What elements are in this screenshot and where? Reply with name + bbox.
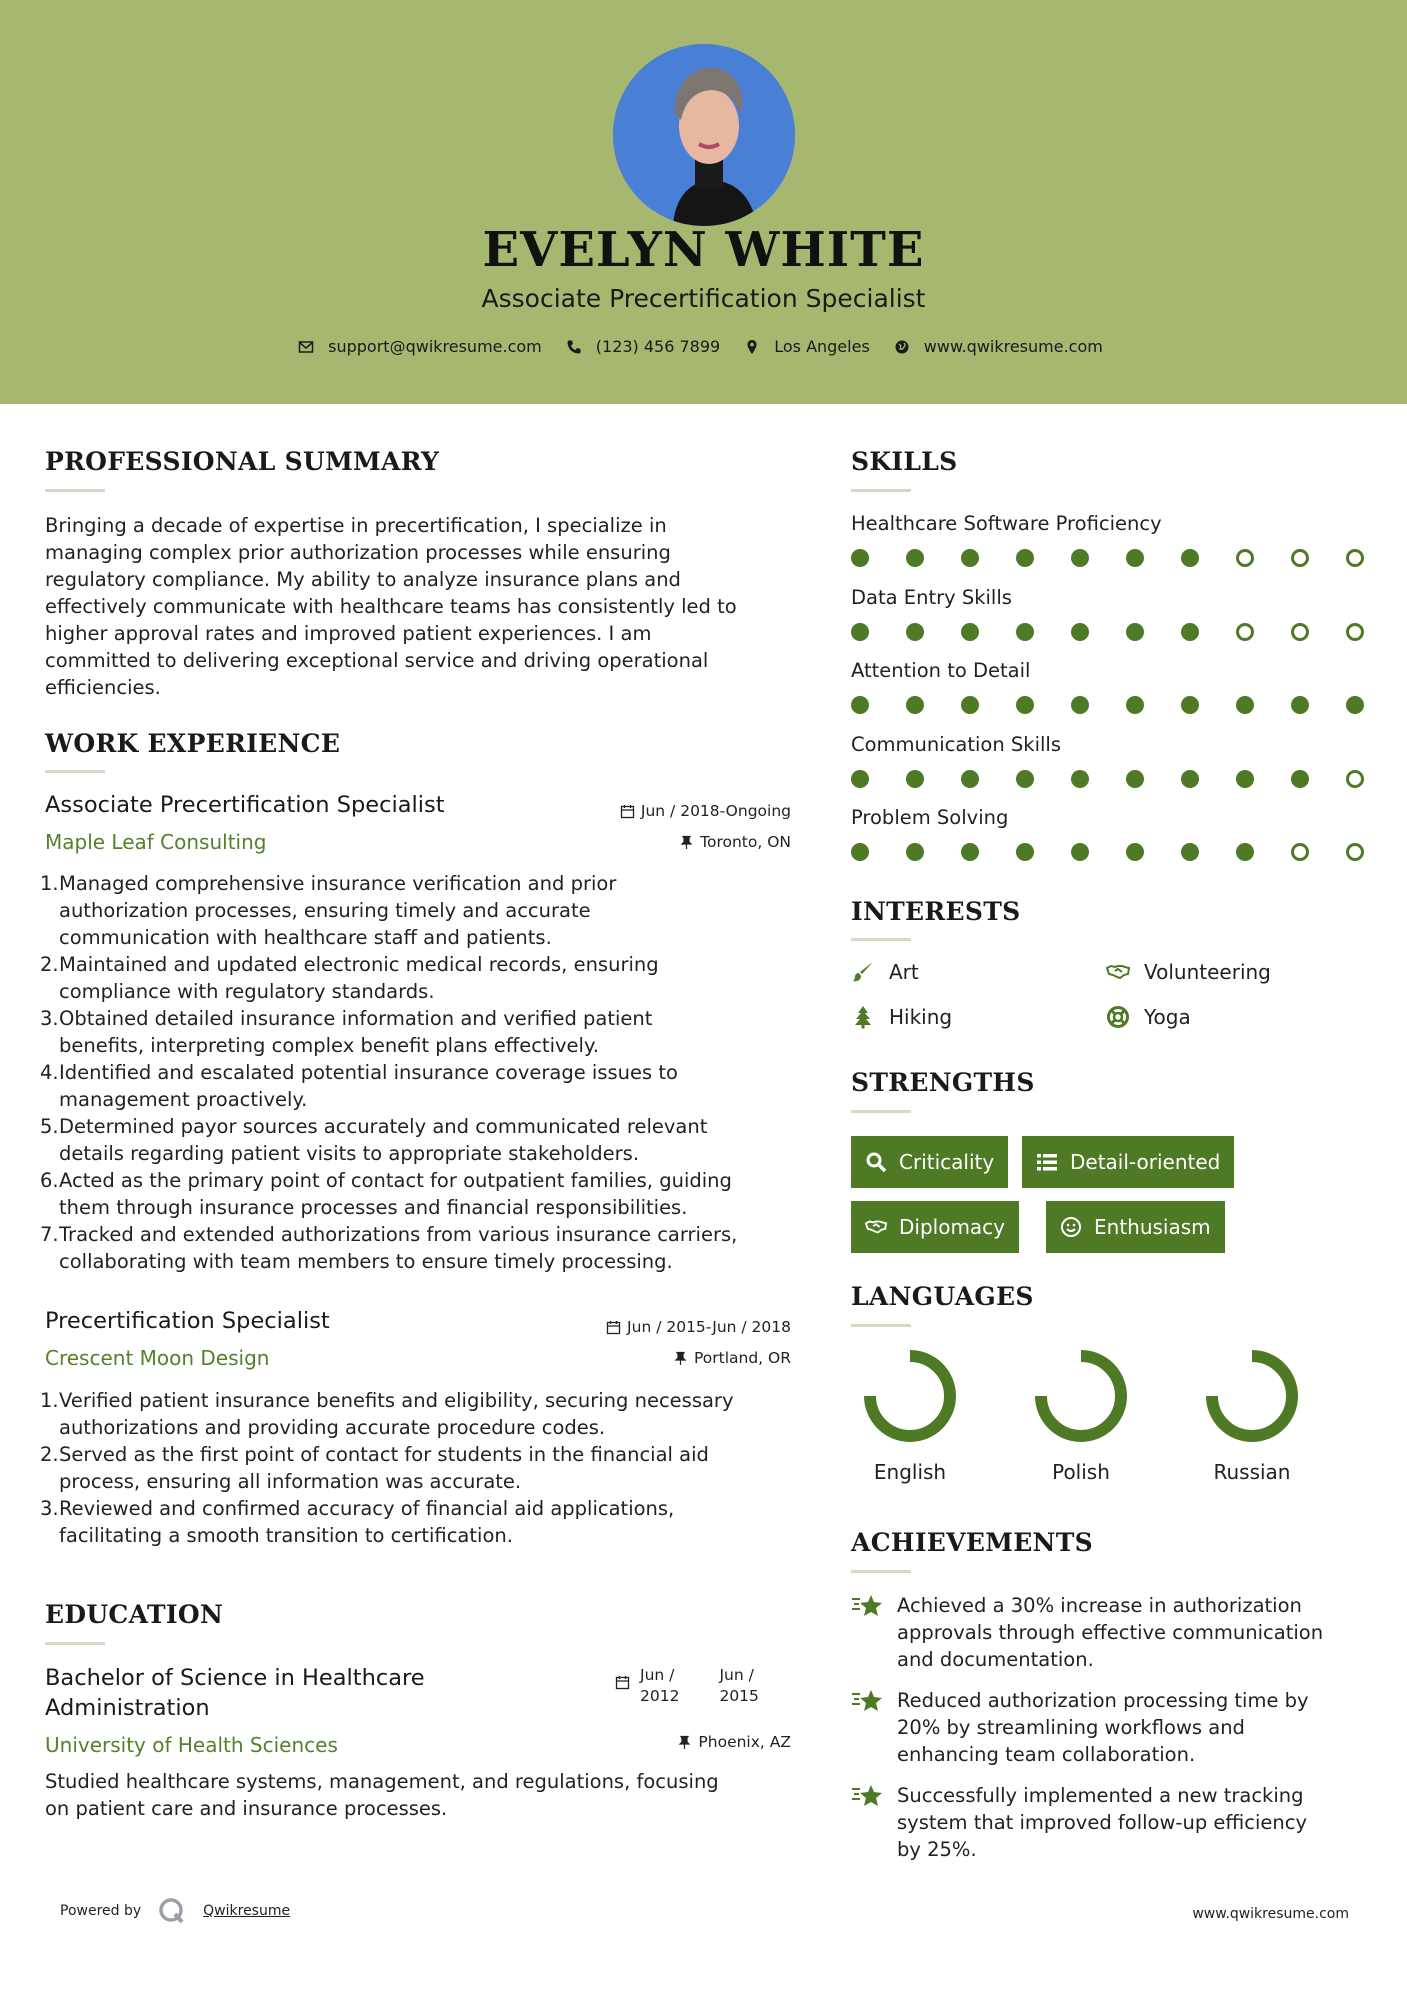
globe-icon <box>894 339 910 355</box>
contact-location <box>744 337 870 356</box>
rating-dot-filled <box>1236 696 1254 714</box>
section-divider <box>45 770 105 773</box>
achievement-line: enhancing team collaboration. <box>897 1743 1196 1766</box>
rating-dot-filled <box>1181 696 1199 714</box>
job-bullet <box>40 1441 810 1495</box>
end-date <box>719 1665 758 1707</box>
job-bullet <box>40 1167 810 1221</box>
pushpin-icon <box>679 835 694 850</box>
bullet-line: facilitating a smooth transition to certification. <box>59 1524 513 1547</box>
achievement-text <box>897 1592 1323 1673</box>
rating-dot-filled <box>1126 623 1144 641</box>
achievement-text <box>897 1782 1307 1863</box>
achievement-line: 20% by streamlining workflows and <box>897 1716 1245 1739</box>
achievement-line: approvals through effective communication <box>897 1621 1324 1644</box>
interest-label: Volunteering <box>1144 960 1271 984</box>
achievement-line: and documentation. <box>897 1648 1094 1671</box>
rating-dot-filled <box>1126 843 1144 861</box>
bullet-line: process, ensuring all information was accurate. <box>59 1470 522 1493</box>
date-part: 2015 <box>719 1687 759 1705</box>
bullet-line: authorizations and providing accurate procedure codes. <box>59 1416 606 1439</box>
paintbrush-icon <box>851 960 875 984</box>
rating-dot-empty <box>1346 770 1364 788</box>
rating-dot-filled <box>906 770 924 788</box>
location-text: Portland, OR <box>693 1349 791 1367</box>
bullet-line: Identified and escalated potential insurance coverage issues to <box>59 1061 678 1084</box>
section-divider <box>45 489 105 492</box>
language-progress-ring <box>864 1350 956 1442</box>
rating-dot-filled <box>906 623 924 641</box>
rating-dot-empty <box>1291 843 1309 861</box>
education-location <box>500 1733 791 1751</box>
bullet-text <box>59 1221 737 1275</box>
bullet-text <box>59 951 659 1005</box>
rating-dot-filled <box>1346 696 1364 714</box>
rating-dot-empty <box>1291 623 1309 641</box>
rating-dot-filled <box>906 843 924 861</box>
rating-dot-filled <box>961 770 979 788</box>
skill-name: Data Entry Skills <box>851 585 1012 609</box>
rating-dot-filled <box>1181 770 1199 788</box>
bullet-text <box>59 1059 678 1113</box>
footer-website[interactable]: www.qwikresume.com <box>1192 1906 1349 1922</box>
phone-icon <box>566 339 582 355</box>
job-title: Associate Precertification Specialist <box>45 792 445 818</box>
skill-rating <box>851 623 1364 641</box>
degree-title <box>45 1663 425 1723</box>
footer-powered-by <box>60 1896 290 1926</box>
language-polish <box>1021 1350 1141 1484</box>
rating-dot-filled <box>1236 770 1254 788</box>
job-location <box>500 1349 791 1367</box>
rating-dot-filled <box>1236 843 1254 861</box>
email-text: support@qwikresume.com <box>328 337 542 356</box>
tree-icon <box>851 1005 875 1029</box>
bullet-number: 4. <box>40 1061 59 1084</box>
bullet-line: Managed comprehensive insurance verification and prior <box>59 872 617 895</box>
interest-hiking <box>851 1005 952 1029</box>
bullet-line: Maintained and updated electronic medical records, ensuring <box>59 953 659 976</box>
strength-label: Enthusiasm <box>1094 1215 1211 1239</box>
rating-dot-filled <box>961 843 979 861</box>
skill-name: Problem Solving <box>851 806 1009 829</box>
strength-detail-oriented <box>1022 1136 1234 1188</box>
contact-phone[interactable] <box>566 337 720 356</box>
summary-line: Bringing a decade of expertise in precertification, I specialize in <box>45 514 667 537</box>
language-label: Polish <box>1052 1460 1110 1484</box>
date-part: Jun / <box>640 1666 675 1684</box>
bullet-line: them through insurance processes and financial responsibilities. <box>59 1196 688 1219</box>
achievement-line: Reduced authorization processing time by <box>897 1689 1309 1712</box>
rating-dot-filled <box>1016 696 1034 714</box>
phone-text: (123) 456 7899 <box>595 337 721 356</box>
achievement-line: Successfully implemented a new tracking <box>897 1784 1304 1807</box>
interest-yoga <box>1106 1005 1191 1029</box>
education-heading: EDUCATION <box>45 1600 224 1629</box>
envelope-icon <box>298 339 314 355</box>
handshake-icon <box>865 1216 887 1238</box>
rating-dot-filled <box>1126 549 1144 567</box>
job-bullet <box>40 1387 810 1441</box>
rating-dot-filled <box>906 549 924 567</box>
star-icon <box>851 1592 885 1620</box>
location-text: Phoenix, AZ <box>698 1733 791 1751</box>
bullet-text <box>59 1113 707 1167</box>
date-part: 2012 <box>640 1687 680 1705</box>
resume-header <box>0 0 1407 404</box>
company-name: Crescent Moon Design <box>45 1346 270 1370</box>
bullet-line: collaborating with team members to ensure timely processing. <box>59 1250 673 1273</box>
candidate-role: Associate Precertification Specialist <box>481 284 926 313</box>
degree-line: Administration <box>45 1695 210 1721</box>
star-icon <box>851 1687 885 1715</box>
rating-dot-empty <box>1346 843 1364 861</box>
rating-dot-filled <box>1126 696 1144 714</box>
job-date <box>500 1318 791 1336</box>
rating-dot-filled <box>1126 770 1144 788</box>
job-bullets <box>40 1387 810 1549</box>
strength-criticality <box>851 1136 1008 1188</box>
interest-label: Hiking <box>889 1005 953 1029</box>
bullet-line: authorization processes, ensuring timely and accurate <box>59 899 591 922</box>
interests-heading: INTERESTS <box>851 897 1021 926</box>
bullet-line: Acted as the primary point of contact for outpatient families, guiding <box>59 1169 732 1192</box>
rating-dot-filled <box>961 696 979 714</box>
rating-dot-filled <box>1291 770 1309 788</box>
language-label: Russian <box>1213 1460 1291 1484</box>
rating-dot-filled <box>1291 696 1309 714</box>
education-dates <box>615 1665 759 1707</box>
list-icon <box>1036 1151 1058 1173</box>
date-text: Jun / 2015-Jun / 2018 <box>627 1318 791 1336</box>
rating-dot-filled <box>1016 549 1034 567</box>
rating-dot-empty <box>1236 549 1254 567</box>
skill-rating <box>851 549 1364 567</box>
date-text: Jun / 2018-Ongoing <box>640 802 791 820</box>
skill-name: Healthcare Software Proficiency <box>851 512 1162 535</box>
skill-name: Communication Skills <box>851 732 1061 756</box>
smile-icon <box>1060 1216 1082 1238</box>
interest-label: Yoga <box>1144 1005 1191 1029</box>
bullet-number: 2. <box>40 1443 59 1466</box>
lifering-icon <box>1106 1005 1130 1029</box>
rating-dot-empty <box>1291 549 1309 567</box>
rating-dot-filled <box>1071 623 1089 641</box>
rating-dot-filled <box>961 549 979 567</box>
pushpin-icon <box>677 1735 692 1750</box>
language-label: English <box>873 1460 947 1484</box>
achievement-line: Achieved a 30% increase in authorization <box>897 1594 1302 1617</box>
interest-volunteering <box>1106 960 1271 984</box>
achievement-text <box>897 1687 1309 1768</box>
rating-dot-filled <box>1181 549 1199 567</box>
summary-line: managing complex prior authorization processes while ensuring <box>45 541 671 564</box>
contact-bar <box>0 337 1407 356</box>
bullet-line: Verified patient insurance benefits and eligibility, securing necessary <box>59 1389 734 1412</box>
degree-line: Bachelor of Science in Healthcare <box>45 1665 425 1691</box>
summary-line: effectively communicate with healthcare teams has consistently led to <box>45 595 737 618</box>
rating-dot-filled <box>851 696 869 714</box>
rating-dot-filled <box>1016 770 1034 788</box>
rating-dot-filled <box>1071 843 1089 861</box>
rating-dot-filled <box>851 770 869 788</box>
rating-dot-filled <box>851 843 869 861</box>
profile-photo <box>613 44 795 226</box>
rating-dot-filled <box>1071 770 1089 788</box>
summary-line: committed to delivering exceptional service and driving operational <box>45 649 709 672</box>
rating-dot-empty <box>1236 623 1254 641</box>
bullet-line: compliance with regulatory standards. <box>59 980 435 1003</box>
job-bullet <box>40 1495 810 1549</box>
bullet-line: Served as the first point of contact for students in the financial aid <box>59 1443 709 1466</box>
handshake-icon <box>1106 960 1130 984</box>
map-pin-icon <box>744 339 760 355</box>
bullet-line: communication with healthcare staff and patients. <box>59 926 552 949</box>
achievement-item <box>851 1687 1371 1768</box>
start-date <box>640 1665 679 1707</box>
bullet-text <box>59 1005 652 1059</box>
bullet-line: benefits, interpreting complex benefit plans effectively. <box>59 1034 599 1057</box>
summary-heading: PROFESSIONAL SUMMARY <box>45 447 440 476</box>
bullet-number: 3. <box>40 1497 59 1520</box>
section-divider <box>851 489 911 492</box>
bullet-line: Tracked and extended authorizations from various insurance carriers, <box>59 1223 738 1246</box>
bullet-text <box>59 1495 674 1549</box>
achievement-item <box>851 1782 1371 1863</box>
section-divider <box>851 1570 911 1573</box>
contact-website[interactable] <box>894 337 1103 356</box>
brand-link[interactable]: Qwikresume <box>203 1903 291 1919</box>
rating-dot-filled <box>851 623 869 641</box>
skill-rating <box>851 770 1364 788</box>
bullet-line: Determined payor sources accurately and communicated relevant <box>59 1115 708 1138</box>
pushpin-icon <box>673 1351 688 1366</box>
job-bullets <box>40 870 810 1275</box>
bullet-number: 6. <box>40 1169 59 1192</box>
calendar-icon <box>606 1320 621 1335</box>
bullet-line: management proactively. <box>59 1088 308 1111</box>
job-bullet <box>40 1059 810 1113</box>
section-divider <box>45 1642 105 1645</box>
rating-dot-filled <box>851 549 869 567</box>
achievements-heading: ACHIEVEMENTS <box>851 1528 1093 1557</box>
location-text: Los Angeles <box>774 337 870 356</box>
bullet-line: details regarding patient visits to appropriate stakeholders. <box>59 1142 640 1165</box>
skill-name: Attention to Detail <box>851 659 1031 682</box>
rating-dot-filled <box>906 696 924 714</box>
bullet-number: 5. <box>40 1115 59 1138</box>
strengths-heading: STRENGTHS <box>851 1068 1035 1097</box>
strength-label: Diplomacy <box>899 1215 1006 1239</box>
strength-label: Criticality <box>899 1150 995 1174</box>
achievement-line: system that improved follow-up efficiency <box>897 1811 1308 1834</box>
rating-dot-filled <box>961 623 979 641</box>
language-russian <box>1192 1350 1312 1484</box>
bullet-number: 7. <box>40 1223 59 1246</box>
bullet-number: 1. <box>40 872 59 895</box>
strength-diplomacy <box>851 1201 1019 1253</box>
school-name: University of Health Sciences <box>45 1733 338 1757</box>
location-text: Toronto, ON <box>700 833 791 851</box>
language-progress-ring <box>1206 1350 1298 1442</box>
desc-line: on patient care and insurance processes. <box>45 1797 448 1820</box>
languages-heading: LANGUAGES <box>851 1282 1034 1311</box>
bullet-text <box>59 1441 709 1495</box>
achievement-line: by 25%. <box>897 1838 977 1861</box>
date-part: Jun / <box>719 1666 754 1684</box>
education-description <box>45 1768 815 1822</box>
qwikresume-logo-icon <box>157 1896 187 1926</box>
rating-dot-filled <box>1071 696 1089 714</box>
desc-line: Studied healthcare systems, management, and regulations, focusing <box>45 1770 719 1793</box>
bullet-number: 3. <box>40 1007 59 1030</box>
job-title: Precertification Specialist <box>45 1308 330 1334</box>
powered-by-text: Powered by <box>60 1903 142 1919</box>
bullet-number: 1. <box>40 1389 59 1412</box>
contact-email[interactable] <box>298 337 542 356</box>
skill-rating <box>851 696 1364 714</box>
rating-dot-filled <box>1071 549 1089 567</box>
interest-label: Art <box>889 960 919 984</box>
bullet-text <box>59 1387 734 1441</box>
section-divider <box>851 1324 911 1327</box>
achievement-item <box>851 1592 1371 1673</box>
rating-dot-filled <box>1181 623 1199 641</box>
bullet-text <box>59 1167 732 1221</box>
experience-heading: WORK EXPERIENCE <box>45 729 341 758</box>
rating-dot-empty <box>1346 623 1364 641</box>
strength-enthusiasm <box>1046 1201 1225 1253</box>
language-english <box>850 1350 970 1484</box>
interest-art <box>851 960 919 984</box>
company-name: Maple Leaf Consulting <box>45 830 267 854</box>
job-location <box>500 833 791 851</box>
calendar-icon <box>615 1675 630 1690</box>
section-divider <box>851 1110 911 1113</box>
summary-text <box>45 512 805 701</box>
strength-label: Detail-oriented <box>1070 1150 1221 1174</box>
website-text: www.qwikresume.com <box>923 337 1103 356</box>
rating-dot-filled <box>1181 843 1199 861</box>
rating-dot-empty <box>1346 549 1364 567</box>
search-icon <box>865 1151 887 1173</box>
rating-dot-filled <box>1016 843 1034 861</box>
job-bullet <box>40 870 810 951</box>
bullet-line: Obtained detailed insurance information and verified patient <box>59 1007 653 1030</box>
summary-line: regulatory compliance. My ability to analyze insurance plans and <box>45 568 681 591</box>
job-date <box>500 802 791 820</box>
job-bullet <box>40 951 810 1005</box>
skills-heading: SKILLS <box>851 447 958 476</box>
bullet-text <box>59 870 616 951</box>
star-icon <box>851 1782 885 1810</box>
language-progress-ring <box>1035 1350 1127 1442</box>
bullet-number: 2. <box>40 953 59 976</box>
rating-dot-filled <box>1016 623 1034 641</box>
bullet-line: Reviewed and confirmed accuracy of financial aid applications, <box>59 1497 675 1520</box>
summary-line: efficiencies. <box>45 676 161 699</box>
summary-line: higher approval rates and improved patient experiences. I am <box>45 622 652 645</box>
candidate-name: EVELYN WHITE <box>482 222 925 278</box>
section-divider <box>851 938 911 941</box>
calendar-icon <box>620 804 635 819</box>
skill-rating <box>851 843 1364 861</box>
job-bullet <box>40 1005 810 1059</box>
job-bullet <box>40 1221 810 1275</box>
job-bullet <box>40 1113 810 1167</box>
